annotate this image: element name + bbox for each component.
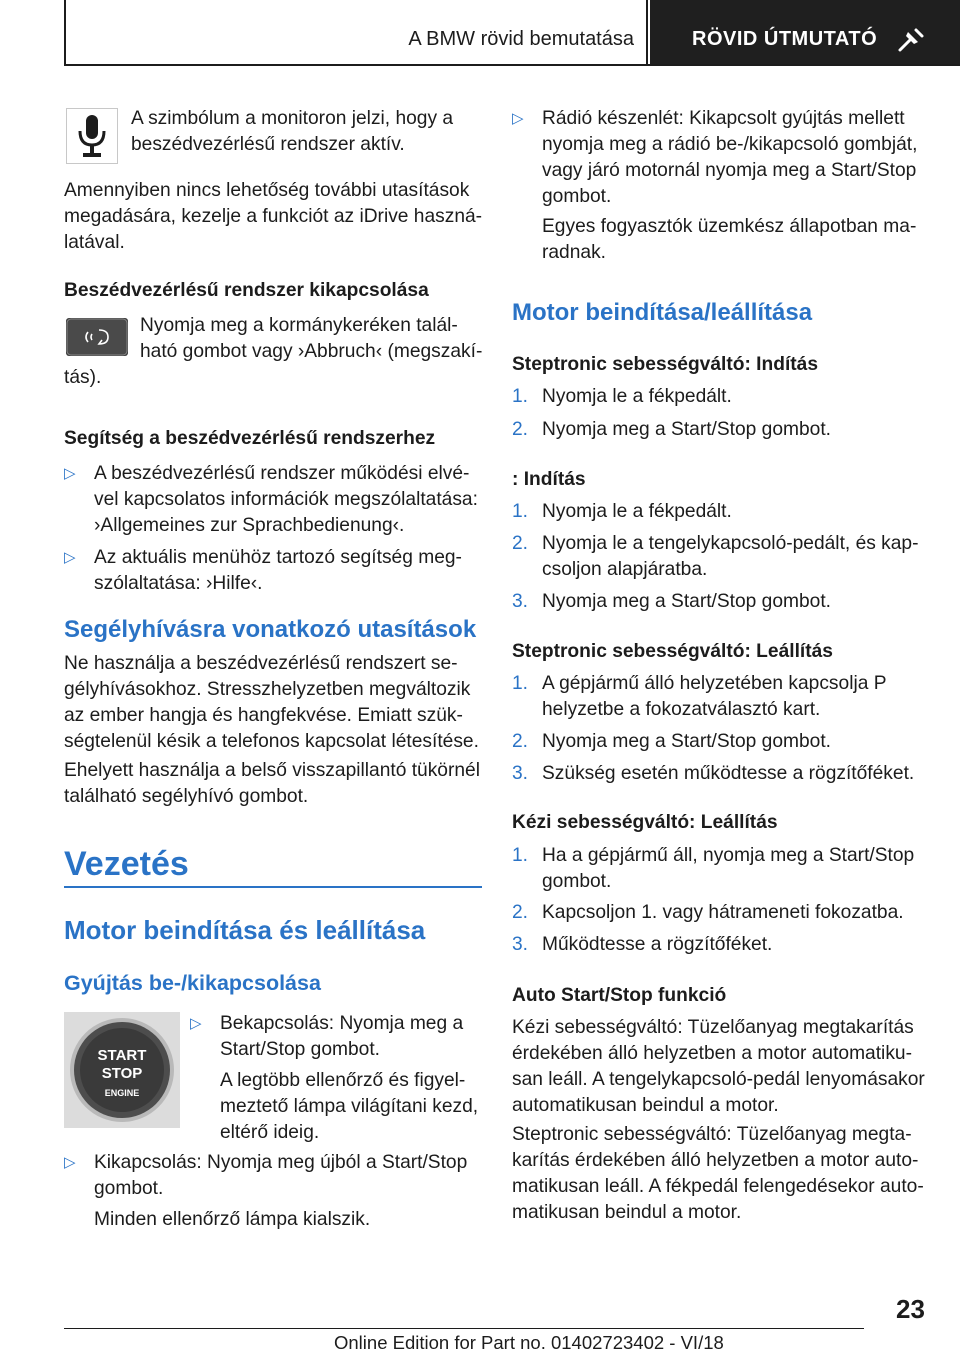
list-item (512, 729, 922, 755)
quick-start-icon (896, 26, 926, 54)
button-label-engine: ENGINE (104, 1088, 140, 1098)
para1-line-3: latával. (64, 232, 125, 253)
list-text: Ha a gépjármű áll, nyomja meg a Start/Stop (542, 845, 915, 866)
bullet-line: Bekapcsolás: Nyomja meg a (220, 1013, 464, 1034)
triangle-bullet-icon: ▷ (190, 1015, 202, 1032)
triangle-bullet-icon: ▷ (64, 549, 76, 566)
steering-voice-button-image (66, 318, 128, 356)
list-text: Nyomja meg a Start/Stop gombot. (542, 419, 832, 440)
ignition-bullet-off (64, 1150, 482, 1234)
para-b-line-4: matikusan beindul a motor. (512, 1202, 742, 1223)
list-number: 2. (512, 533, 529, 554)
start-stop-button-image (64, 1012, 180, 1128)
bullet-sub-line: meztető lámpa világítani kezd, (220, 1096, 479, 1117)
para2-line-4: ségtelenül késik a telefonos kapcsolat létesítése. (64, 731, 479, 752)
button-label-stop: STOP (101, 1065, 143, 1082)
list-text: Nyomja le a fékpedált. (542, 501, 732, 522)
para3-line-1: Ehelyett használja a belső visszapillantó tükörnél (64, 760, 480, 781)
footer-rule (64, 1328, 864, 1329)
list-text: Nyomja le a tengelykapcsoló-pedált, és kap- (542, 533, 919, 554)
list-number: 2. (512, 731, 529, 752)
para-a-line-3: san leáll. A tengelykapcsoló-pedál lenyomásakor (512, 1069, 925, 1090)
bullet-line: Rádió készenlét: Kikapcsolt gyújtás mellett (542, 108, 905, 129)
heading-ignition: Gyújtás be-/kikapcsolása (64, 971, 321, 995)
subheading-manual-start: : Indítás (512, 469, 586, 490)
list-text: A gépjármű álló helyzetében kapcsolja P (542, 673, 887, 694)
list-text: Szükség esetén működtesse a rögzítőféket. (542, 763, 915, 784)
list-text: Nyomja meg a Start/Stop gombot. (542, 731, 832, 752)
subheading-manual-stop: Kézi sebességváltó: Leállítás (512, 812, 778, 833)
list-text: csoljon alapjáratba. (542, 559, 708, 580)
list-number: 3. (512, 934, 529, 955)
bullet-line: gombot. (542, 186, 612, 207)
footer-edition: Online Edition for Part no. 01402723402 - VI/18 (334, 1332, 724, 1353)
list-text: gombot. (542, 871, 612, 892)
list-number: 1. (512, 845, 529, 866)
bullet-line: gombot. (94, 1178, 164, 1199)
para2-line-2: gélyhívásokhoz. Stresszhelyzetben megváltozik (64, 679, 471, 700)
heading-emergency: Segélyhívásra vonatkozó utasítások (64, 616, 477, 643)
bullet-line: Kikapcsolás: Nyomja meg újból a Start/Stop (94, 1152, 468, 1173)
list-text: Nyomja le a fékpedált. (542, 386, 732, 407)
header-rule (64, 64, 960, 66)
bullet-sub-line: A legtöbb ellenőrző és figyel- (220, 1070, 466, 1091)
list-text: Nyomja meg a Start/Stop gombot. (542, 591, 832, 612)
list-item (512, 843, 922, 895)
bullet-line: vagy járó motornál nyomja meg a Start/Stop (542, 160, 917, 181)
button-label-start: START (97, 1047, 147, 1064)
list-item (512, 589, 922, 615)
list-text: Működtesse a rögzítőféket. (542, 934, 773, 955)
steer-note-line-1: Nyomja meg a kormánykeréken talál- (140, 315, 458, 336)
bullet-line: nyomja meg a rádió be-/kikapcsoló gombját, (542, 134, 918, 155)
list-item (512, 932, 922, 958)
para1-line-2: megadására, kezelje a funkciót az iDrive haszná- (64, 206, 483, 227)
bullet-line: Az aktuális menühöz tartozó segítség meg- (94, 547, 462, 568)
steer-note-line-3: tás). (64, 367, 102, 388)
help-bullet-1 (64, 461, 482, 541)
list-number: 3. (512, 763, 529, 784)
list-number: 2. (512, 419, 529, 440)
subheading-steptronic-start: Steptronic sebességváltó: Indítás (512, 354, 819, 375)
heading-driving: Vezetés (64, 845, 189, 883)
bullet-line: vel kapcsolatos információk megszólaltatása: (94, 489, 478, 510)
bullet-line: szólaltatása: ›Hilfe‹. (94, 573, 263, 594)
para-b-line-2: karítás érdekében álló helyzetben a motor auto- (512, 1150, 919, 1171)
triangle-bullet-icon: ▷ (64, 465, 76, 482)
header-section-title: A BMW rövid bemutatása (408, 28, 634, 50)
para2-line-3: az ember hangja és hangfekvése. Emiatt szük- (64, 705, 463, 726)
bullet-sub-line: eltérő ideig. (220, 1122, 320, 1143)
help-bullet-2 (64, 545, 482, 599)
header-chapter-tab (650, 0, 960, 66)
bullet-line: A beszédvezérlésű rendszer működési elvé- (94, 463, 470, 484)
para-b-line-3: matikusan leáll. A fékpedál felengedésekor auto- (512, 1176, 924, 1197)
voice-command-icon (66, 318, 128, 356)
bullet-sub-line: radnak. (542, 242, 606, 263)
mic-note-line-2: beszédvezérlésű rendszer aktív. (131, 134, 405, 155)
page-number: 23 (896, 1294, 925, 1324)
para1-line-1: Amennyiben nincs lehetőség további utasítások (64, 180, 470, 201)
list-number: 1. (512, 673, 529, 694)
microphone-icon (67, 109, 117, 163)
ignition-bullet-on (190, 1011, 482, 1141)
triangle-bullet-icon: ▷ (64, 1154, 76, 1171)
list-number: 1. (512, 501, 529, 522)
subheading-steptronic-stop: Steptronic sebességváltó: Leállítás (512, 641, 833, 662)
subheading-voice-help: Segítség a beszédvezérlésű rendszerhez (64, 428, 436, 449)
list-number: 2. (512, 902, 529, 923)
list-text: Kapcsoljon 1. vagy hátrameneti fokozatba. (542, 902, 904, 923)
list-item (512, 671, 922, 723)
para3-line-2: található segélyhívó gombot. (64, 786, 309, 807)
list-item (512, 900, 922, 926)
start-stop-engine-icon (64, 1012, 180, 1128)
triangle-bullet-icon: ▷ (512, 110, 524, 127)
para-a-line-4: automatikusan beindul a motor. (512, 1095, 779, 1116)
mic-note-line-1: A szimbólum a monitoron jelzi, hogy a (131, 108, 454, 129)
bullet-sub-line: Egyes fogyasztók üzemkész állapotban ma- (542, 216, 917, 237)
list-item (512, 499, 922, 525)
subheading-voice-off: Beszédvezérlésű rendszer kikapcsolása (64, 280, 429, 301)
heading-driving-rule (64, 886, 482, 888)
bullet-line: ›Allgemeines zur Sprachbedienung‹. (94, 515, 405, 536)
list-item (512, 417, 922, 443)
bullet-line: Start/Stop gombot. (220, 1039, 380, 1060)
steer-note-line-2: ható gombot vagy ›Abbruch‹ (megszakí- (140, 341, 483, 362)
para-b-line-1: Steptronic sebességváltó: Tüzelőanyag megta- (512, 1124, 912, 1145)
list-number: 1. (512, 386, 529, 407)
para-a-line-1: Kézi sebességváltó: Tüzelőanyag megtakarítás (512, 1017, 914, 1038)
header-chapter-title: RÖVID ÚTMUTATÓ (692, 28, 878, 50)
list-item (512, 531, 922, 583)
heading-motor-start-stop-2: Motor beindítása/leállítása (512, 299, 813, 326)
list-item (512, 384, 922, 410)
para2-line-1: Ne használja a beszédvezérlésű rendszert se- (64, 653, 458, 674)
list-item (512, 761, 922, 787)
bullet-sub-line: Minden ellenőrző lámpa kialszik. (94, 1209, 371, 1230)
para-a-line-2: érdekében álló helyzetben a motor automatiku- (512, 1043, 912, 1064)
list-number: 3. (512, 591, 529, 612)
heading-motor-start-stop: Motor beindítása és leállítása (64, 915, 426, 945)
list-text: helyzetbe a fokozatválasztó kart. (542, 699, 821, 720)
radio-standby-bullet (512, 106, 922, 266)
microphone-symbol (66, 108, 118, 164)
header-section-title-box (64, 0, 648, 66)
subheading-auto-start-stop: Auto Start/Stop funkció (512, 985, 727, 1006)
